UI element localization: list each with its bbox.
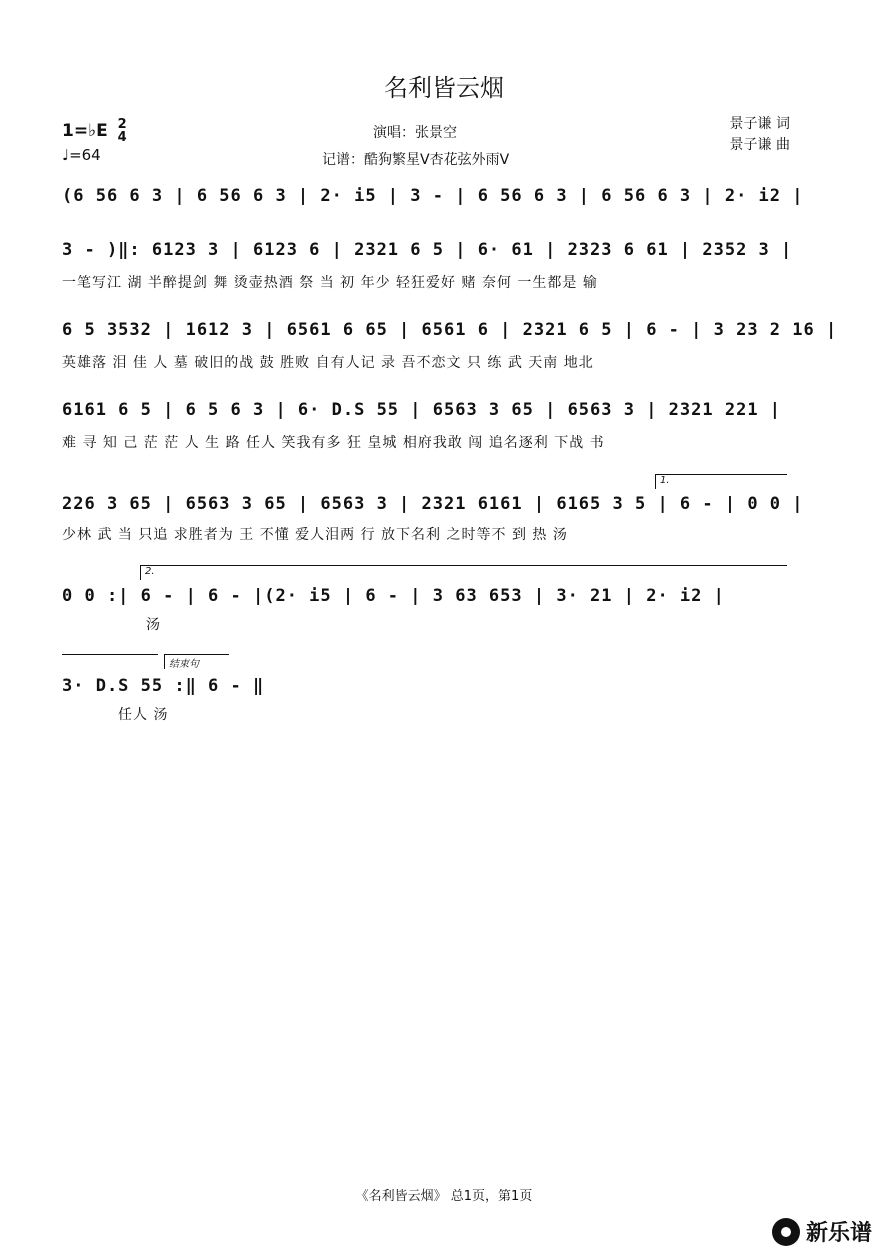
- ending-bracket-left: [62, 654, 158, 669]
- staff-line-2: 3 - )‖: 6123 3 | 6123 6 | 2321 6 5 | 6· 61 | 2323 6 61 | 2352 3 |: [62, 240, 793, 260]
- lyrics-line-5: 少林 武 当 只追 求胜者为 王 不懂 爱人泪两 行 放下名利 之时等不 到 热 汤: [62, 527, 568, 543]
- staff-line-5: 226 3 65 | 6563 3 65 | 6563 3 | 2321 6161 | 6165 3 5 | 6 - | 0 0 |: [62, 494, 804, 514]
- time-sig-bottom: 4: [117, 130, 127, 145]
- site-logo: [772, 1216, 872, 1247]
- lyrics-line-7: 任人 汤: [118, 707, 169, 723]
- singer-credit: 演唱：张景空: [373, 125, 457, 141]
- volta-1: 1.: [655, 474, 787, 489]
- lyrics-line-6: 汤: [146, 617, 161, 633]
- ending-bracket: 结束句: [164, 654, 229, 669]
- time-sig-top: 2: [117, 117, 127, 132]
- key-signature: [62, 118, 127, 144]
- logo-text: 新乐谱: [805, 1221, 872, 1246]
- lyrics-line-2: 一笔写江 湖 半醉提剑 舞 烫壶热酒 祭 当 初 年少 轻狂爱好 赌 奈何 一生都是 输: [62, 275, 598, 291]
- staff-line-6: 0 0 :| 6 - | 6 - |(2· i5 | 6 - | 3 63 653 | 3· 21 | 2· i2 |: [62, 586, 725, 606]
- composer-credit: 景子谦 曲: [729, 137, 790, 153]
- staff-line-4: 6161 6 5 | 6 5 6 3 | 6· D.S 55 | 6563 3 65 | 6563 3 | 2321 221 |: [62, 400, 782, 420]
- staff-line-3: 6 5 3532 | 1612 3 | 6561 6 65 | 6561 6 | 2321 6 5 | 6 - | 3 23 2 16 |: [62, 320, 838, 340]
- tempo-marking: ♩=64: [62, 146, 101, 164]
- time-signature: [118, 118, 127, 144]
- staff-line-1: (6 56 6 3 | 6 56 6 3 | 2· i5 | 3 - | 6 56 6 3 | 6 56 6 3 | 2· i2 |: [62, 186, 804, 206]
- key-label: 1=♭E: [62, 121, 108, 141]
- volta-2: 2.: [140, 565, 787, 580]
- transcriber-credit: 记谱：酷狗繁星V杏花弦外雨V: [322, 152, 510, 168]
- staff-line-7: 3· D.S 55 :‖ 6 - ‖: [62, 676, 265, 696]
- lyricist-credit: 景子谦 词: [729, 116, 790, 132]
- vinyl-disc-icon: [772, 1218, 800, 1246]
- page-footer: 《名利皆云烟》 总1页，第1页: [355, 1189, 533, 1204]
- lyrics-line-3: 英雄落 泪 佳 人 墓 破旧的战 鼓 胜败 自有人记 录 吾不恋文 只 练 武 天南 地北: [62, 355, 594, 371]
- lyrics-line-4: 难 寻 知 己 茫 茫 人 生 路 任人 笑我有多 狂 皇城 相府我敢 闯 追名逐利 下战 书: [62, 435, 605, 451]
- song-title: 名利皆云烟: [384, 74, 504, 102]
